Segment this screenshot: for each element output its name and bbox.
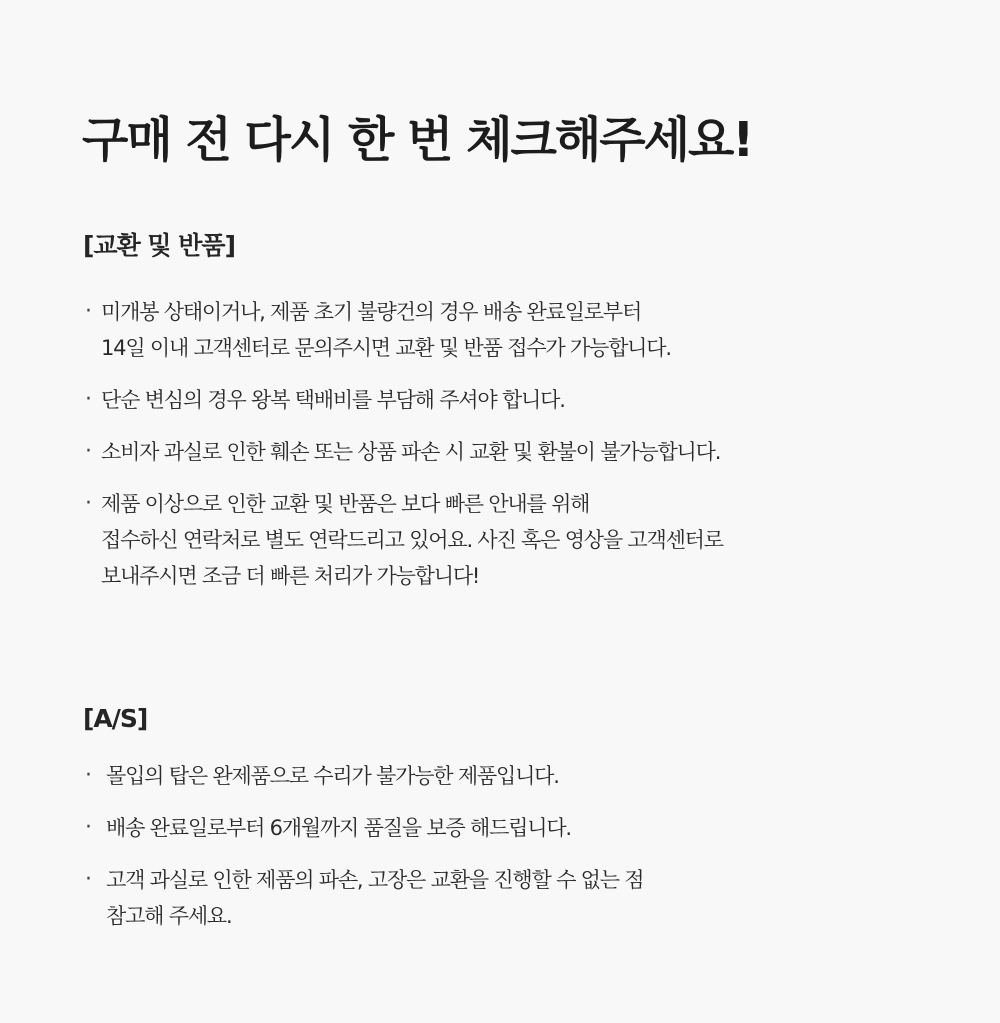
- as-list: [82, 758, 643, 950]
- bullet-dot: ·: [85, 299, 92, 324]
- list-item: [82, 758, 643, 794]
- page-title: 구매 전 다시 한 번 체크해주세요!: [82, 112, 753, 168]
- bullet-dot: ·: [85, 867, 92, 892]
- bullet-dot: ·: [85, 491, 92, 516]
- list-item-line: 14일 이내 고객센터로 문의주시면 교환 및 반품 접수가 가능합니다.: [101, 336, 671, 360]
- list-item-line: 보내주시면 조금 더 빠른 처리가 가능합니다!: [101, 564, 480, 588]
- bullet-dot: ·: [85, 387, 92, 412]
- list-item: [82, 862, 643, 934]
- list-item: [82, 810, 643, 846]
- list-item-line: 소비자 과실로 인한 훼손 또는 상품 파손 시 교환 및 환불이 불가능합니다.: [101, 440, 721, 464]
- list-item: [82, 382, 723, 418]
- list-item-line: 미개봉 상태이거나, 제품 초기 불량건의 경우 배송 완료일로부터: [101, 300, 642, 324]
- list-item-line: 몰입의 탑은 완제품으로 수리가 불가능한 제품입니다.: [106, 764, 559, 788]
- list-item: [82, 294, 723, 366]
- list-item-line: 접수하신 연락처로 별도 연락드리고 있어요. 사진 혹은 영상을 고객센터로: [101, 528, 723, 552]
- list-item-line: 고객 과실로 인한 제품의 파손, 고장은 교환을 진행할 수 없는 점: [106, 868, 644, 892]
- exchange-return-list: [82, 294, 723, 610]
- list-item: [82, 486, 723, 594]
- list-item: [82, 434, 723, 470]
- as-heading: [A/S]: [83, 704, 148, 733]
- bullet-dot: ·: [85, 439, 92, 464]
- list-item-line: 참고해 주세요.: [106, 904, 232, 928]
- exchange-return-heading: [교환 및 반품]: [83, 231, 236, 260]
- bullet-dot: ·: [85, 815, 92, 840]
- list-item-line: 배송 완료일로부터 6개월까지 품질을 보증 해드립니다.: [106, 816, 571, 840]
- bullet-dot: ·: [85, 763, 92, 788]
- list-item-line: 제품 이상으로 인한 교환 및 반품은 보다 빠른 안내를 위해: [101, 492, 590, 516]
- list-item-line: 단순 변심의 경우 왕복 택배비를 부담해 주셔야 합니다.: [101, 388, 565, 412]
